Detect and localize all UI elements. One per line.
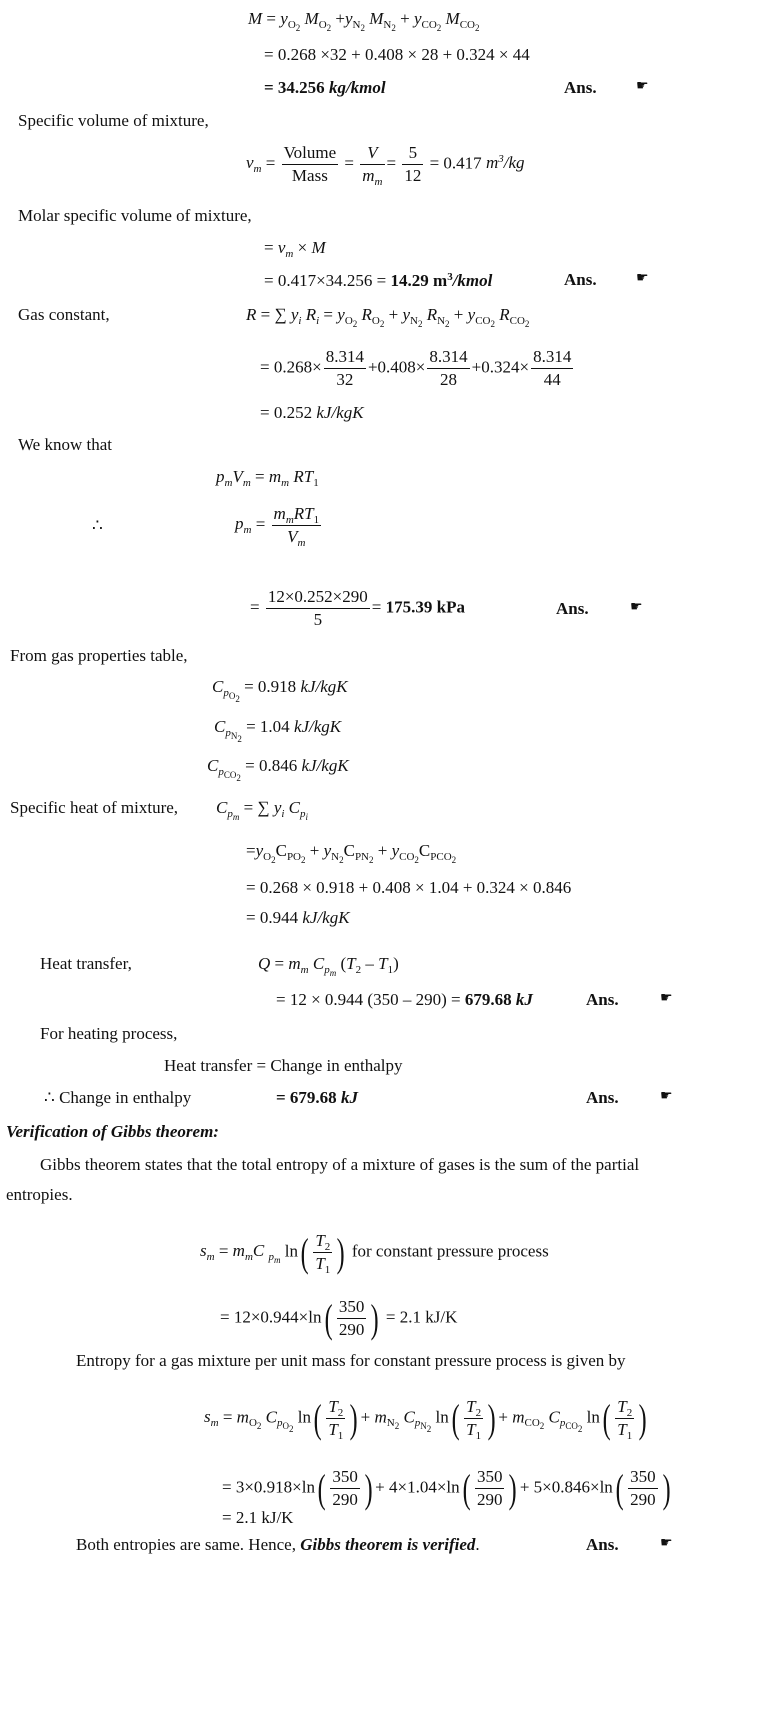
pointing-hand-icon: ☛ bbox=[636, 79, 649, 94]
answer-label: Ans. bbox=[586, 1088, 619, 1107]
molar-volume-label: Molar specific volume of mixture, bbox=[18, 206, 252, 225]
molar-mass-result: = 34.256 kg/kmol bbox=[264, 78, 386, 97]
heat-enthalpy-statement: Heat transfer = Change in enthalpy bbox=[164, 1056, 403, 1075]
gas-table-label: From gas properties table, bbox=[10, 646, 188, 665]
gibbs-paragraph-line1: Gibbs theorem states that the total entropy of a mixture of gases is the sum of the partial bbox=[40, 1155, 640, 1174]
pointing-hand-icon: ☛ bbox=[660, 1536, 673, 1551]
ideal-gas-equation: $p_mV_m = m_m$ $RT_1$ bbox=[216, 467, 319, 489]
pointing-hand-icon: ☛ bbox=[660, 991, 673, 1006]
gas-constant-label: Gas constant, bbox=[18, 305, 110, 324]
molar-volume-formula: = $v_m \times M$ bbox=[264, 238, 326, 260]
specific-volume-label: Specific volume of mixture, bbox=[18, 111, 209, 130]
specific-heat-result: = 0.944 kJ/kgK bbox=[246, 908, 350, 927]
entropy-calculation: = 12×0.944×ln( $\frac{350}{290}$ ) = 2.1 kJ/K bbox=[220, 1295, 458, 1341]
gas-constant-result: = 0.252 kJ/kgK bbox=[260, 403, 364, 422]
entropy-formula: $s_m = m_mC$ $_{p_m}$ ln( $\frac{T_2}{T_1}$ ) for constant pressure process bbox=[200, 1229, 549, 1276]
gas-constant-formula: R = ∑ $y_i$ $R_i = y_{O_2}$ $R_{O_2} + y_{N_2}$ $R_{N_2} + y_{CO_2}$ $R_{CO_2}$ bbox=[246, 305, 530, 329]
entropy-mixture-formula: $s_m = m_{O_2}$ $C_{p_{O_2}}$ ln( $\frac{T_2}{T_1}$ ) + $m_{N_2}$ $C_{p_{N_2}}$ ln( $\frac{T_2}{T_1}$ ) + $m_{CO_2}$ $C_{p_{CO_2}}$ ln( $\frac{T_2}{T_1}$ ) bbox=[204, 1395, 647, 1442]
specific-volume-formula: $v_m$ = $\frac{\text{Volume}}{\text{Mass}}$ = $\frac{V}{m_m}$ = $\frac{5}{12}$ = 0.417 $m^3/kg$ bbox=[246, 143, 525, 188]
change-enthalpy-value: = 679.68 kJ bbox=[276, 1088, 358, 1107]
pointing-hand-icon: ☛ bbox=[636, 271, 649, 286]
entropy-mixture-label: Entropy for a gas mixture per unit mass for constant pressure process is given by bbox=[76, 1351, 626, 1370]
heat-transfer-label: Heat transfer, bbox=[40, 954, 132, 973]
specific-heat-formula: $C_{p_m}$ = ∑ $y_i$ $C_{p_i}$ bbox=[216, 798, 309, 822]
answer-label: Ans. bbox=[564, 78, 597, 97]
we-know-label: We know that bbox=[18, 435, 112, 454]
pressure-result: = $\frac{12\times 0.252\times 290}{5}$ = 175.39 kPa bbox=[250, 587, 465, 629]
molar-mass-formula: $M = y_{O_2}$ $M_{O_2} +y_{N_2}$ $M_{N_2} + y_{CO_2}$ $M_{CO_2}$ bbox=[248, 9, 480, 33]
pointing-hand-icon: ☛ bbox=[630, 600, 643, 615]
molar-mass-substitution: = 0.268 ×32 + 0.408 × 28 + 0.324 × 44 bbox=[264, 45, 530, 64]
specific-heat-substitution: = 0.268 × 0.918 + 0.408 × 1.04 + 0.324 × 0.846 bbox=[246, 878, 572, 897]
entropy-mixture-result: = 2.1 kJ/K bbox=[222, 1508, 294, 1527]
gas-constant-substitution: = 0.268× $\frac{8.314}{32}$ +0.408× $\frac{8.314}{28}$ +0.324× $\frac{8.314}{44}$ bbox=[260, 347, 572, 389]
cp-co2-value: $C_{p_{CO_2}} = 0.846$ kJ/kgK bbox=[207, 756, 349, 783]
answer-label: Ans. bbox=[556, 599, 589, 618]
answer-label: Ans. bbox=[586, 1535, 619, 1554]
pressure-formula: $p_m$ = $\frac{m_mRT_1}{V_m}$ bbox=[235, 504, 320, 549]
heat-transfer-formula: $Q = m_m$ $C_{p_m}$ $(T_2 - T_1)$ bbox=[258, 954, 399, 978]
pointing-hand-icon: ☛ bbox=[660, 1089, 673, 1104]
change-enthalpy-label: ∴ Change in enthalpy bbox=[44, 1088, 192, 1107]
gibbs-paragraph-line2: entropies. bbox=[6, 1185, 73, 1204]
answer-label: Ans. bbox=[564, 270, 597, 289]
cp-o2-value: $C_{p_{O_2}} = 0.918$ kJ/kgK bbox=[212, 677, 348, 704]
specific-heat-expansion: $=y_{O_2}C_{PO_2} + y_{N_2}C_{PN_2} + y_{CO_2}C_{PCO_2}$ bbox=[246, 841, 457, 865]
therefore-symbol: ∴ bbox=[92, 516, 103, 535]
specific-heat-label: Specific heat of mixture, bbox=[10, 798, 179, 817]
cp-n2-value: $C_{p_{N_2}} = 1.04$ kJ/kgK bbox=[214, 717, 342, 744]
conclusion-line: Both entropies are same. Hence, Gibbs theorem is verified. bbox=[76, 1535, 480, 1554]
gibbs-heading: Verification of Gibbs theorem: bbox=[6, 1122, 219, 1141]
answer-label: Ans. bbox=[586, 990, 619, 1009]
heat-transfer-result: = 12 × 0.944 (350 – 290) = 679.68 kJ bbox=[276, 990, 533, 1009]
entropy-mixture-substitution: = 3×0.918×ln( $\frac{350}{290}$ ) + 4×1.04×ln( $\frac{350}{290}$ ) + 5×0.846×ln( $\frac{350}{290}$ ) bbox=[222, 1465, 671, 1511]
molar-volume-result: = 0.417×34.256 = 14.29 $m^3$/kmol bbox=[264, 271, 493, 290]
heating-process-label: For heating process, bbox=[40, 1024, 178, 1043]
